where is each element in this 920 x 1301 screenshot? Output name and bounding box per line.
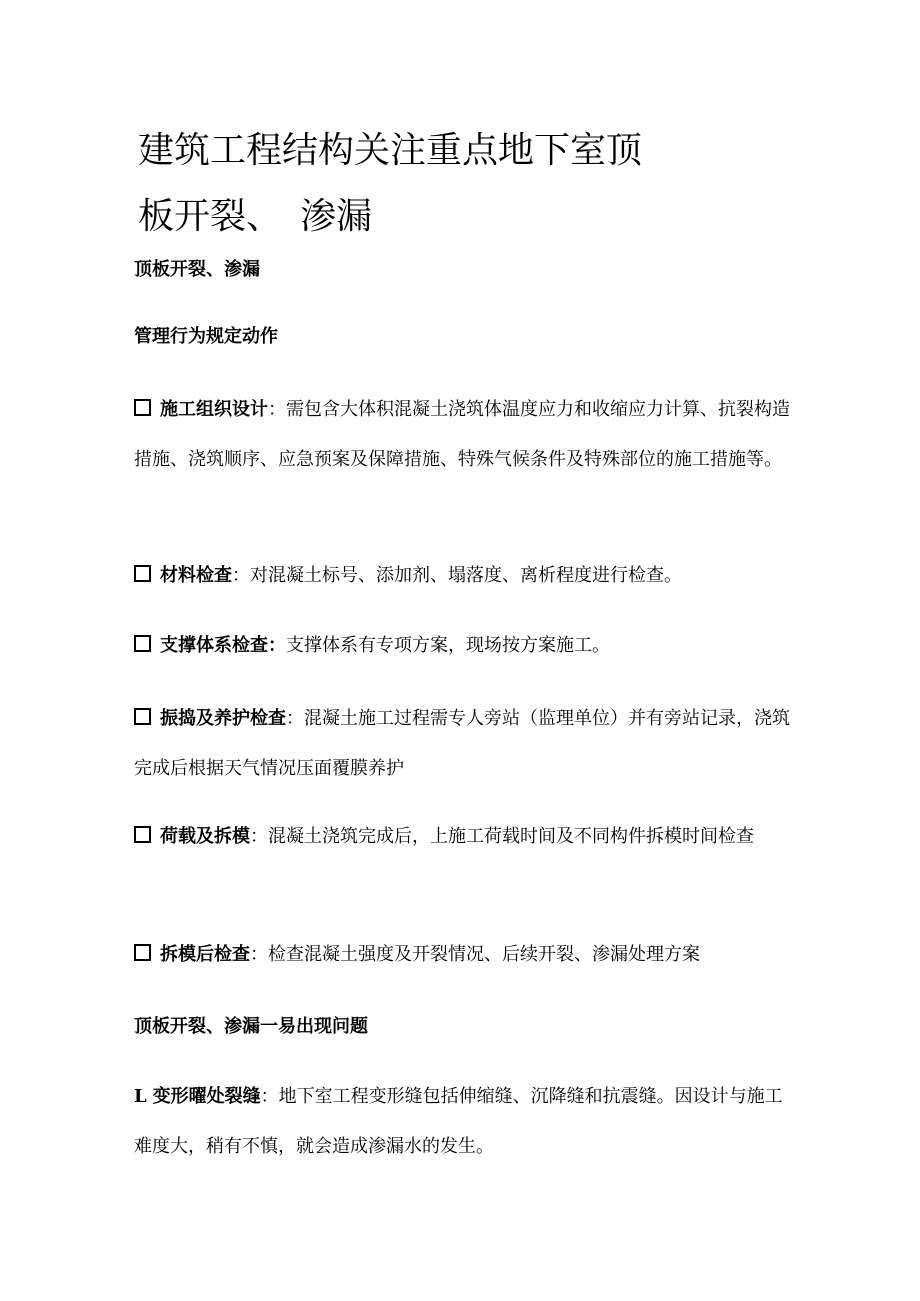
checklist-item-load-formwork-removal: [134, 812, 794, 862]
label-separator: ：: [232, 565, 250, 586]
problem-item-text: 地下室工程变形缝包括伸缩缝、沉降缝和抗震缝。因设计与施工难度大，稍有不慎，就会造成渗漏水的发生。: [134, 1086, 783, 1157]
checklist-item-label: 荷载及拆模: [160, 826, 250, 847]
document-title-line-1: 建筑工程结构关注重点地下室顶: [138, 130, 643, 171]
checklist-item-label: 振捣及养护检查: [160, 708, 286, 729]
checklist-item-text: 检查混凝土强度及开裂情况、后续开裂、渗漏处理方案: [268, 944, 700, 965]
checkbox-icon: [134, 708, 151, 725]
checklist-item-label: 材料检查: [160, 565, 232, 586]
checklist-item-vibration-curing-check: [134, 694, 794, 794]
label-separator: ：: [286, 708, 304, 729]
checkbox-icon: [134, 565, 151, 582]
label-separator: ：: [260, 1086, 279, 1107]
checklist-item-text: 支撑体系有专项方案，现场按方案施工。: [286, 635, 610, 656]
checkbox-icon: [134, 944, 151, 961]
problem-item-deformation-joint-cracks: [134, 1072, 794, 1172]
checkbox-icon: [134, 399, 151, 416]
problem-item-marker: L: [134, 1086, 147, 1107]
label-separator: ：: [268, 399, 286, 420]
checklist-item-material-check: [134, 551, 794, 601]
checklist-item-text: 需包含大体积混凝土浇筑体温度应力和收缩应力计算、抗裂构造措施、浇筑顺序、应急预案及保障措施、特殊气候条件及特殊部位的施工措施等。: [134, 399, 790, 470]
checklist-item-construction-design: [134, 385, 794, 485]
label-separator: ：: [250, 944, 268, 965]
section-heading-cracking-leakage: 顶板开裂、渗漏: [134, 259, 260, 280]
checklist-item-text: 混凝土施工过程需专人旁站（监理单位）并有旁站记录，浇筑完成后根据天气情况压面覆膜养护: [134, 708, 790, 779]
checklist-item-text: 对混凝土标号、添加剂、塌落度、离析程度进行检查。: [250, 565, 682, 586]
checklist-item-support-system-check: [134, 621, 794, 671]
section-heading-common-problems: 顶板开裂、渗漏一易出现问题: [134, 1016, 368, 1037]
label-separator: ：: [250, 826, 268, 847]
checklist-item-label: 支撑体系检查：: [160, 635, 286, 656]
checkbox-icon: [134, 826, 151, 843]
problem-item-label: 变形曜处裂缝: [152, 1086, 261, 1107]
document-title-line-2: 板开裂、 渗漏: [138, 196, 373, 237]
checkbox-icon: [134, 635, 151, 652]
checklist-item-label: 施工组织设计: [160, 399, 268, 420]
checklist-item-text: 混凝土浇筑完成后，上施工荷载时间及不同构件拆模时间检查: [268, 826, 754, 847]
section-heading-management-actions: 管理行为规定动作: [134, 326, 278, 347]
checklist-item-label: 拆模后检查: [160, 944, 250, 965]
checklist-item-post-removal-check: [134, 930, 794, 980]
